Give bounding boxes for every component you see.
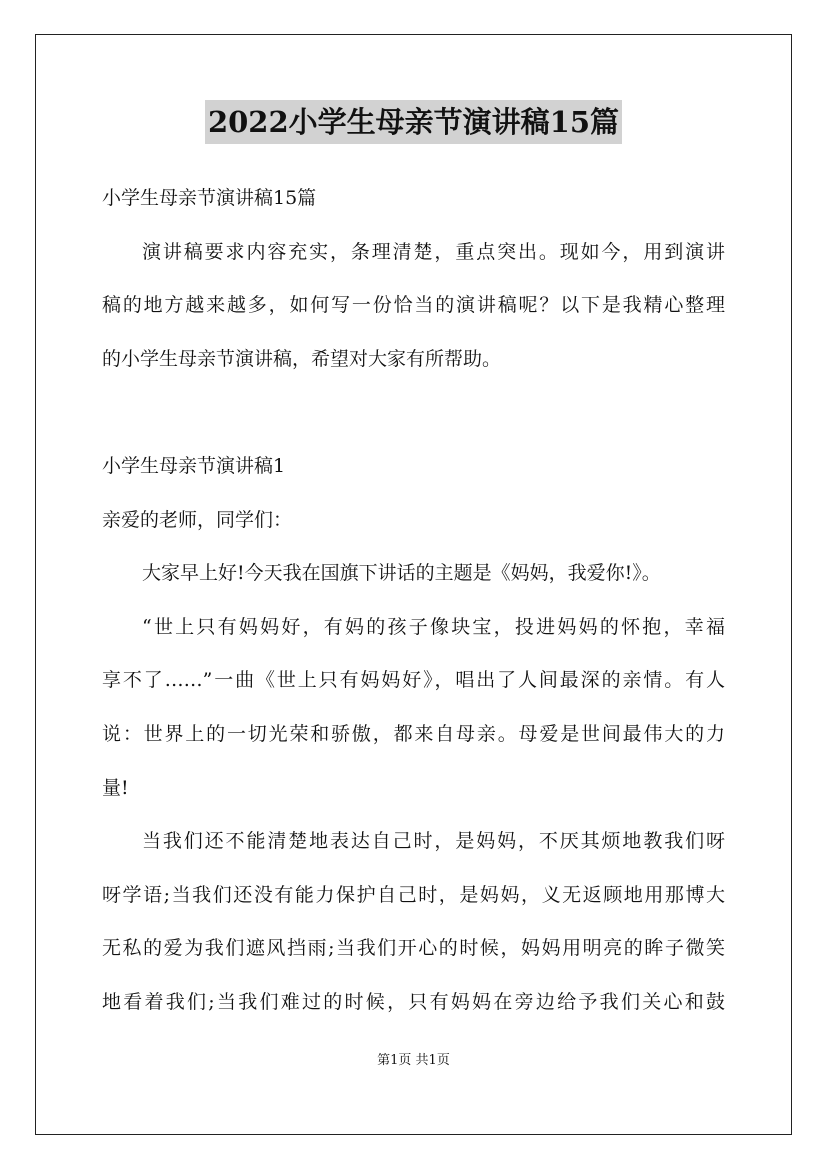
paragraph-line: 当我们还不能清楚地表达自己时，是妈妈，不厌其烦地教我们呀 [142,830,725,853]
document-title: 2022小学生母亲节演讲稿15篇 [205,100,622,144]
intro-line: 稿的地方越来越多，如何写一份恰当的演讲稿呢？以下是我精心整理 [102,294,725,317]
paragraph-3 [102,815,725,1029]
section-heading: 小学生母亲节演讲稿1 [102,454,286,477]
subtitle: 小学生母亲节演讲稿15篇 [102,187,317,209]
document-title-wrapper [0,100,827,144]
paragraph-line: 无私的爱为我们遮风挡雨;当我们开心的时候，妈妈用明亮的眸子微笑 [102,937,725,960]
document-body [102,172,725,1030]
blank-line [102,386,725,440]
paragraph-line: 说：世界上的一切光荣和骄傲，都来自母亲。母爱是世间最伟大的力 [102,722,725,745]
intro-paragraph [102,226,725,387]
intro-line: 演讲稿要求内容充实，条理清楚，重点突出。现如今，用到演讲 [142,240,725,263]
intro-line: 的小学生母亲节演讲稿，希望对大家有所帮助。 [102,347,502,370]
greeting: 亲爱的老师，同学们： [102,508,293,531]
page-footer: 第1页 共1页 [377,1053,450,1068]
paragraph-line: 呀学语;当我们还没有能力保护自己时，是妈妈，义无返顾地用那博大 [102,883,725,906]
paragraph-line: 量! [102,776,129,799]
paragraph-line: “世上只有妈妈好，有妈的孩子像块宝，投进妈妈的怀抱，幸福 [142,615,725,638]
paragraph-line: 享不了……”一曲《世上只有妈妈好》，唱出了人间最深的亲情。有人 [102,669,725,692]
paragraph-2 [102,601,725,815]
paragraph-1: 大家早上好!今天我在国旗下讲话的主题是《妈妈，我爱你!》。 [142,562,661,585]
paragraph-line: 地看着我们;当我们难过的时候，只有妈妈在旁边给予我们关心和鼓 [102,990,725,1013]
